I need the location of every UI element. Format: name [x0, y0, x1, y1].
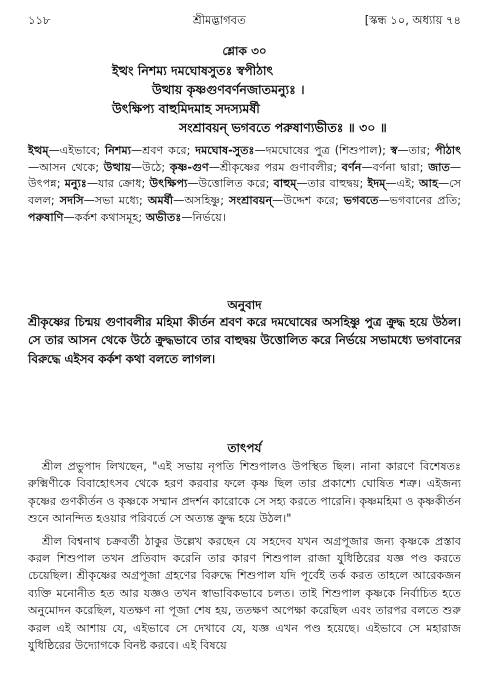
synonym-word: পীঠাৎ [435, 144, 462, 157]
verse-line: সংশ্রাবয়ন্ ভগবতে পরুষাণ্যভীতঃ ॥ ৩০ ॥ [179, 120, 387, 135]
page-number: ১১৮ [28, 13, 51, 27]
translation-heading: অনুবাদ [227, 298, 262, 312]
verse-block [28, 42, 461, 137]
synonym-word: ইদম্ [367, 177, 386, 191]
synonym-word: জাত [428, 160, 450, 174]
synonym-meaning: উদ্দেশ করে [283, 194, 335, 208]
synonym-meaning: কর্কশ কথাসমূহ [74, 210, 139, 224]
synonym-word: সংশ্রাবয়ন্ [229, 194, 273, 208]
synonym-meaning: অসহিষ্ণু [184, 194, 221, 208]
synonym-word: স্ব [390, 144, 398, 157]
synonym-word: পরুষাণি [28, 210, 64, 224]
verse-line: উত্থায় কৃষ্ণগুণবর্ণনজাতমন্যুঃ । [152, 82, 305, 97]
synonym-meaning: শ্রবণ করে [142, 144, 187, 157]
synonym-meaning: নির্ভয়ে [192, 210, 222, 224]
synonym-word: বাহুম্ [273, 177, 297, 191]
synonym-word: উত্থায় [103, 160, 131, 174]
synonyms-paragraph: ইত্থম্—এইভাবে; নিশম্য—শ্রবণ করে; দমঘোষ-সুতঃ—দমঘোষের পুত্র (শিশুপাল); স্ব—তার; পীঠাৎ—আসন থেকে; উত্থায়—উঠে; কৃষ্ণ-গুণ—শ্রীকৃষ্ণের পরম গুণাবলীর; বর্ণন—বর্ণনা দ্বারা; জাত—উৎপন্ন; মন্যুঃ—যার ক্রোধ; উৎক্ষিপ্য—উত্তোলিত করে; বাহুম্—তার বাহুদ্বয়; ইদম্—এই; আহ—সে বলল; সদসি—সভা মধ্যে; অমর্ষী—অসহিষ্ণু; সংশ্রাবয়ন্—উদ্দেশ করে; ভগবতে—ভগবানের প্রতি; পরুষাণি—কর্কশ কথাসমূহ; অভীতঃ—নির্ভয়ে। [28, 144, 462, 224]
verse-title: শ্লোক ৩০ [222, 44, 267, 58]
synonym-word: ভগবতে [343, 194, 379, 208]
synonym-word: আহ [419, 177, 438, 191]
synonym-meaning: যার ক্রোধ [98, 177, 142, 191]
synonym-word: সদসি [59, 194, 84, 208]
synonym-word: দমঘোষ-সুতঃ [195, 144, 255, 157]
synonym-word: ইত্থম্ [28, 144, 49, 157]
synonym-meaning: তার [408, 144, 427, 157]
purport-paragraph: শ্রীল বিশ্বনাথ চক্রবর্তী ঠাকুর উল্লেখ করছেন যে সহদেব যখন অগ্রপূজার জন্য কৃষ্ণকে প্রস্তাব করল শিশুপাল তখন প্রতিবাদ করেনি তার কারণ শিশুপাল রাজা যুধিষ্ঠিরের যজ্ঞ পণ্ড করতে চেয়েছিল। শ্রীকৃষ্ণের অগ্রপূজা গ্রহণের বিরুদ্ধে শিশুপাল যদি পূর্বেই তর্ক করত তাহলে আরেকজন ব্যক্তি মনোনীত হত আর যজ্ঞও তখন স্বাভাবিকভাবে চলত। তাই শিশুপাল কৃষ্ণকে নির্বাচিত হতে অনুমোদন করেছিল, যতক্ষণ না পূজা শেষ হয়, ততক্ষণ অপেক্ষা করেছিল এবং তারপর বলতে শুরু করল এই আশায় যে, এইভাবে সে দেখাবে যে, যজ্ঞ এখন পণ্ড হয়েছে। এইভাবে সে মহারাজ যুধিষ্ঠিরের উদ্যোগকে বিনষ্ট করবে। এই বিষয়ে [28, 534, 461, 653]
synonym-meaning: ভগবানের প্রতি [389, 194, 458, 208]
purport-paragraph: শ্রীল প্রভুপাদ লিখছেন, "এই সভায় নৃপতি শিশুপালও উপস্থিত ছিল। নানা কারণে বিশেষতঃ রুক্মিণীকে বিবাহোৎসব থেকে হরণ করবার ফলে কৃষ্ণ ছিল তার প্রকাশ্যে ঘোষিত শত্রু। এইজন্য কৃষ্ণের গুণকীর্তন ও কৃষ্ণকে সম্মান প্রদর্শন কারোকে সে সহ্য করতে পারেনি। কৃষ্ণমহিমা ও কৃষ্ণকীর্তন শুনে আনন্দিত হওয়ার পরিবর্তে সে অত্যন্ত ক্রুদ্ধ হয়ে উঠল।" [28, 460, 462, 526]
synonym-meaning: সভা মধ্যে [94, 194, 140, 208]
page-header [28, 12, 461, 30]
synonym-meaning: বর্ণনা দ্বারা [372, 160, 420, 174]
synonym-meaning: এইভাবে [59, 144, 97, 157]
translation-text: শ্রীকৃষ্ণের চিন্ময় গুণাবলীর মহিমা কীর্তন শ্রবণ করে দমঘোষের অসহিষ্ণু পুত্র ক্রুদ্ধ হয়ে উঠল। সে তার আসন থেকে উঠে ক্রুদ্ধভাবে তার বাহুদ্বয় উত্তোলিত করে নির্ভয়ে সভামধ্যে ভগবানের বিরুদ্ধে এইসব কর্কশ কথা বলতে লাগল। [28, 315, 461, 366]
verse-line: ইত্থং নিশম্য দমঘোষসুতঃ স্বপীঠাৎ [112, 63, 274, 78]
purport-body [28, 458, 461, 654]
book-title: শ্রীমদ্ভাগবত [193, 13, 246, 27]
synonym-word: কৃষ্ণ-গুণ [169, 160, 209, 174]
synonym-meaning: এই [396, 177, 411, 191]
verse-line: উৎক্ষিপ্য বাহুমিদমাহ সদস্যমর্ষী [112, 101, 260, 116]
synonym-meaning: উঠে [142, 160, 162, 174]
purport-heading: তাৎপর্য [227, 441, 262, 455]
synonym-meaning: আসন থেকে [39, 160, 96, 174]
synonym-word: অমর্ষী [147, 194, 174, 208]
synonym-meaning: দমঘোষের পুত্র (শিশুপাল) [265, 144, 383, 157]
synonym-meaning: শ্রীকৃষ্ণের পরম গুণাবলীর [219, 160, 334, 174]
synonym-meaning: উৎপন্ন [28, 177, 57, 191]
synonym-word: নিশম্য [105, 144, 131, 157]
synonym-meaning: তার বাহুদ্বয় [307, 177, 360, 191]
synonym-word: উৎক্ষিপ্য [149, 177, 188, 191]
synonym-word: অভীতঃ [145, 210, 182, 224]
synonym-word: বর্ণন [341, 160, 362, 174]
synonym-meaning: উত্তোলিত করে [198, 177, 266, 191]
synonym-word: মন্যুঃ [64, 177, 87, 191]
chapter-reference: [স্কন্ধ ১০, অধ্যায় ৭৪ [364, 13, 461, 27]
synonym-meaning: সে বলল [28, 177, 462, 208]
